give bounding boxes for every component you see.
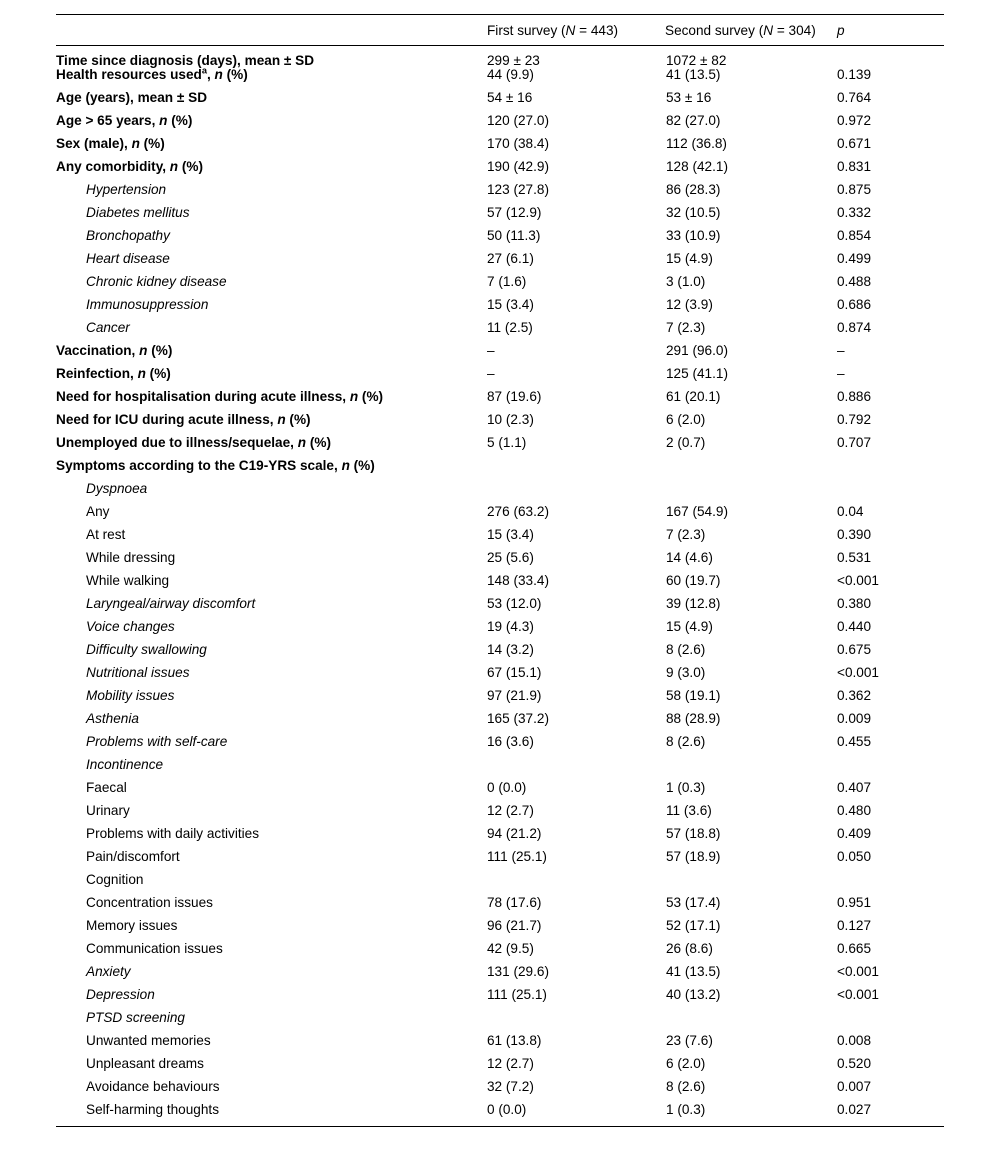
row-value-pvalue: 0.488	[837, 274, 872, 290]
row-value-first-survey	[487, 482, 665, 505]
row-label: Age (years), mean ± SD	[56, 90, 208, 106]
row-label: Bronchopathy	[86, 228, 170, 244]
row-value-first-survey	[487, 459, 665, 482]
row-value-pvalue: 0.499	[837, 251, 872, 267]
row-value-second-survey: 8 (2.6)	[666, 734, 706, 750]
table-row	[56, 689, 944, 712]
row-value-first-survey: 15 (3.4)	[487, 527, 534, 543]
row-value-second-survey: 15 (4.9)	[666, 619, 713, 635]
row-value-first-survey: 16 (3.6)	[487, 734, 534, 750]
row-value-first-survey: 67 (15.1)	[487, 665, 542, 681]
row-label: Communication issues	[86, 941, 223, 957]
table-row	[56, 712, 944, 735]
label-italic-n: n	[277, 412, 286, 428]
row-value-first-survey: 11 (2.5)	[487, 320, 533, 336]
row-value-pvalue: 0.831	[837, 159, 872, 175]
row-label: Nutritional issues	[86, 665, 190, 681]
row-value-pvalue: 0.675	[837, 642, 872, 658]
table-row	[56, 367, 944, 390]
table-row	[56, 781, 944, 804]
row-label: While dressing	[86, 550, 176, 566]
row-label: Need for ICU during acute illness, n (%)	[56, 412, 311, 428]
row-value-pvalue	[837, 45, 944, 68]
row-value-first-survey: 0 (0.0)	[487, 780, 527, 796]
table-row	[56, 1080, 944, 1103]
table-row	[56, 965, 944, 988]
row-value-second-survey: 7 (2.3)	[666, 320, 706, 336]
row-value-first-survey: 87 (19.6)	[487, 389, 542, 405]
row-value-first-survey: 12 (2.7)	[487, 1056, 534, 1072]
row-value-second-survey	[665, 482, 837, 505]
row-label: Anxiety	[86, 964, 131, 980]
row-label: Urinary	[86, 803, 130, 819]
row-label: Concentration issues	[86, 895, 213, 911]
row-value-first-survey: 131 (29.6)	[487, 964, 549, 980]
row-value-second-survey	[665, 758, 837, 781]
row-label: Hypertension	[86, 182, 167, 198]
row-value-pvalue: <0.001	[837, 964, 879, 980]
row-value-first-survey	[487, 758, 665, 781]
row-value-second-survey: 60 (19.7)	[666, 573, 721, 589]
row-value-pvalue	[837, 482, 944, 505]
label-italic-n: n	[131, 136, 140, 152]
table-row	[56, 666, 944, 689]
row-value-pvalue: 0.050	[837, 849, 872, 865]
row-label: Mobility issues	[86, 688, 175, 704]
table-row	[56, 206, 944, 229]
label-italic-n: n	[214, 67, 223, 83]
table-row	[56, 551, 944, 574]
label-italic-n: n	[169, 159, 179, 175]
row-value-first-survey: 44 (9.9)	[487, 67, 534, 83]
row-label: Any	[86, 504, 110, 520]
row-value-first-survey: 111 (25.1)	[487, 987, 547, 1003]
row-value-second-survey: 33 (10.9)	[666, 228, 721, 244]
table-row	[56, 1103, 944, 1126]
table-row	[56, 275, 944, 298]
row-value-pvalue: 0.007	[837, 1079, 872, 1095]
row-value-second-survey: 61 (20.1)	[666, 389, 721, 405]
table-row	[56, 850, 944, 873]
row-value-pvalue	[837, 459, 944, 482]
row-value-first-survey: 148 (33.4)	[487, 573, 549, 589]
row-value-pvalue: 0.874	[837, 320, 872, 336]
row-label: Health resources used$^a$, n (%)	[56, 65, 248, 83]
table-row	[56, 114, 944, 137]
table-row	[56, 1034, 944, 1057]
row-value-second-survey: 23 (7.6)	[666, 1033, 713, 1049]
row-value-second-survey: 53 ± 16	[666, 90, 712, 106]
row-label: Unpleasant dreams	[86, 1056, 204, 1072]
row-value-pvalue: 0.362	[837, 688, 872, 704]
label-italic-n: n	[349, 389, 359, 405]
row-value-second-survey: 7 (2.3)	[666, 527, 706, 543]
row-label: Asthenia	[86, 711, 139, 727]
row-value-first-survey: 94 (21.2)	[487, 826, 542, 842]
row-value-first-survey: 25 (5.6)	[487, 550, 534, 566]
table-row	[56, 735, 944, 758]
row-value-second-survey: 82 (27.0)	[666, 113, 721, 129]
row-value-first-survey: 7 (1.6)	[487, 274, 527, 290]
header-italic-n: N	[565, 23, 576, 38]
row-value-second-survey: 41 (13.5)	[666, 964, 721, 980]
row-label: Need for hospitalisation during acute illness, n (%)	[56, 389, 384, 405]
row-value-second-survey: 32 (10.5)	[666, 205, 721, 221]
column-header-pvalue	[837, 15, 944, 45]
row-label: Avoidance behaviours	[86, 1079, 220, 1095]
column-header-second-survey	[665, 15, 837, 45]
row-label: Problems with self-care	[86, 734, 228, 750]
row-value-second-survey: 6 (2.0)	[666, 1056, 706, 1072]
row-label: Cognition	[86, 872, 144, 888]
row-value-second-survey: 6 (2.0)	[666, 412, 706, 428]
row-value-first-survey	[487, 1011, 665, 1034]
table-row	[56, 620, 944, 643]
row-value-pvalue: 0.886	[837, 389, 872, 405]
row-value-second-survey: 26 (8.6)	[666, 941, 713, 957]
row-value-first-survey: –	[487, 343, 495, 359]
row-value-pvalue	[837, 758, 944, 781]
label-italic-n: n	[341, 458, 350, 474]
label-italic-n: n	[159, 113, 168, 129]
row-label: Laryngeal/airway discomfort	[86, 596, 256, 612]
table-row	[56, 505, 944, 528]
row-value-pvalue: 0.008	[837, 1033, 872, 1049]
table-row	[56, 390, 944, 413]
table-row	[56, 1011, 944, 1034]
row-value-second-survey: 291 (96.0)	[666, 343, 728, 359]
row-label: Symptoms according to the C19-YRS scale, n (%)	[56, 458, 375, 474]
label-italic-n: n	[297, 435, 307, 451]
table-row	[56, 160, 944, 183]
table-row	[56, 942, 944, 965]
row-value-second-survey: 52 (17.1)	[666, 918, 721, 934]
row-value-first-survey: 276 (63.2)	[487, 504, 549, 520]
table-row	[56, 919, 944, 942]
row-value-pvalue: 0.875	[837, 182, 872, 198]
table-row	[56, 873, 944, 896]
row-value-pvalue: 0.127	[837, 918, 872, 934]
row-value-pvalue: 0.854	[837, 228, 872, 244]
row-label: Heart disease	[86, 251, 170, 267]
row-value-second-survey: 12 (3.9)	[666, 297, 713, 313]
row-value-pvalue: 0.792	[837, 412, 872, 428]
table-row	[56, 827, 944, 850]
row-value-pvalue: 0.009	[837, 711, 872, 727]
row-value-first-survey: 96 (21.7)	[487, 918, 542, 934]
row-value-pvalue: 0.04	[837, 504, 864, 520]
table-row	[56, 758, 944, 781]
row-value-second-survey: 1072 ± 82	[666, 52, 727, 68]
row-value-first-survey: 0 (0.0)	[487, 1103, 665, 1126]
row-value-second-survey: 2 (0.7)	[666, 435, 706, 451]
row-value-second-survey: 88 (28.9)	[666, 711, 721, 727]
header-italic-n: N	[763, 23, 774, 38]
table-row	[56, 528, 944, 551]
row-value-pvalue: <0.001	[837, 987, 879, 1003]
row-label: Diabetes mellitus	[86, 205, 190, 221]
row-value-first-survey: 15 (3.4)	[487, 297, 534, 313]
row-value-first-survey: 54 ± 16	[487, 90, 533, 106]
table-row	[56, 436, 944, 459]
row-value-pvalue: 0.027	[837, 1103, 944, 1126]
row-value-first-survey: –	[487, 366, 495, 382]
row-value-second-survey: 11 (3.6)	[666, 803, 712, 819]
characteristics-table	[56, 14, 944, 1127]
row-value-first-survey: 57 (12.9)	[487, 205, 542, 221]
row-value-pvalue: 0.390	[837, 527, 872, 543]
row-value-second-survey: 125 (41.1)	[666, 366, 728, 382]
row-value-first-survey: 120 (27.0)	[487, 113, 549, 129]
row-value-first-survey: 42 (9.5)	[487, 941, 534, 957]
row-value-second-survey	[665, 873, 837, 896]
row-value-second-survey: 167 (54.9)	[666, 504, 728, 520]
row-label: PTSD screening	[86, 1010, 185, 1026]
row-value-pvalue: 0.531	[837, 550, 872, 566]
table-row	[56, 804, 944, 827]
row-value-pvalue: 0.707	[837, 435, 872, 451]
row-value-pvalue: 0.409	[837, 826, 872, 842]
row-label: Problems with daily activities	[86, 826, 260, 842]
table-row	[56, 413, 944, 436]
row-value-first-survey: 170 (38.4)	[487, 136, 549, 152]
row-label: Reinfection, n (%)	[56, 366, 171, 382]
row-value-second-survey: 1 (0.3)	[666, 780, 706, 796]
table-row	[56, 183, 944, 206]
row-value-pvalue: 0.332	[837, 205, 872, 221]
row-value-pvalue: 0.686	[837, 297, 872, 313]
table-row	[56, 988, 944, 1011]
row-label: Difficulty swallowing	[86, 642, 207, 658]
row-label: Unwanted memories	[86, 1033, 211, 1049]
row-value-first-survey: 299 ± 23	[487, 52, 540, 68]
table-header-row	[56, 15, 944, 45]
row-value-first-survey: 61 (13.8)	[487, 1033, 542, 1049]
table-row	[56, 252, 944, 275]
row-value-pvalue: 0.380	[837, 596, 872, 612]
row-value-pvalue: 0.671	[837, 136, 872, 152]
row-value-pvalue: 0.972	[837, 113, 872, 129]
row-label: Depression	[86, 987, 155, 1003]
table-row	[56, 643, 944, 666]
header-pvalue-text: p	[837, 23, 845, 38]
row-value-pvalue: 0.455	[837, 734, 872, 750]
row-value-second-survey: 3 (1.0)	[666, 274, 706, 290]
row-label: Pain/discomfort	[86, 849, 180, 865]
row-value-pvalue: 0.764	[837, 90, 872, 106]
footnote-marker: a	[201, 65, 207, 76]
table-row	[56, 896, 944, 919]
table-row	[56, 459, 944, 482]
row-value-second-survey: 9 (3.0)	[666, 665, 706, 681]
table-row	[56, 68, 944, 91]
row-value-second-survey: 128 (42.1)	[666, 159, 728, 175]
row-value-first-survey: 50 (11.3)	[487, 228, 541, 244]
row-value-second-survey: 14 (4.6)	[666, 550, 713, 566]
row-label: Immunosuppression	[86, 297, 209, 313]
row-value-first-survey: 78 (17.6)	[487, 895, 542, 911]
header-first-survey-text: First survey (N = 443)	[487, 23, 619, 38]
row-value-pvalue	[837, 873, 944, 896]
row-label: Dyspnoea	[86, 481, 148, 497]
row-value-first-survey: 190 (42.9)	[487, 159, 549, 175]
row-value-pvalue: 0.520	[837, 1056, 872, 1072]
row-value-pvalue: –	[837, 366, 845, 382]
table-row	[56, 482, 944, 505]
row-value-second-survey: 15 (4.9)	[666, 251, 713, 267]
row-label: While walking	[86, 573, 170, 589]
row-value-second-survey: 8 (2.6)	[666, 1079, 706, 1095]
table-row	[56, 137, 944, 160]
row-label: Age > 65 years, n (%)	[56, 113, 193, 129]
row-label: At rest	[86, 527, 126, 543]
table-row	[56, 344, 944, 367]
row-value-first-survey: 12 (2.7)	[487, 803, 534, 819]
header-second-survey-text: Second survey (N = 304)	[665, 23, 816, 38]
row-value-first-survey: 165 (37.2)	[487, 711, 549, 727]
label-italic-n: n	[137, 366, 146, 382]
row-value-pvalue: <0.001	[837, 573, 879, 589]
row-value-first-survey: 53 (12.0)	[487, 596, 542, 612]
row-value-second-survey	[665, 1011, 837, 1034]
table-row	[56, 45, 944, 68]
row-value-first-survey: 123 (27.8)	[487, 182, 549, 198]
row-label: Time since diagnosis (days), mean ± SD	[56, 52, 315, 68]
table-row	[56, 597, 944, 620]
row-value-second-survey: 112 (36.8)	[666, 136, 727, 152]
row-value-second-survey: 39 (12.8)	[666, 596, 721, 612]
row-value-first-survey: 32 (7.2)	[487, 1079, 534, 1095]
row-value-first-survey	[487, 873, 665, 896]
row-label: Incontinence	[86, 757, 164, 773]
row-value-second-survey: 1 (0.3)	[665, 1103, 837, 1126]
table-body	[56, 45, 944, 1126]
row-value-pvalue: 0.407	[837, 780, 872, 796]
row-label: Self-harming thoughts	[56, 1103, 487, 1126]
table-container	[56, 14, 944, 1127]
table-row	[56, 1057, 944, 1080]
column-header-first-survey	[487, 15, 665, 45]
row-value-second-survey: 57 (18.9)	[666, 849, 721, 865]
row-label: Faecal	[86, 780, 127, 796]
row-label: Vaccination, n (%)	[56, 343, 173, 359]
row-value-second-survey: 8 (2.6)	[666, 642, 706, 658]
row-value-pvalue: 0.665	[837, 941, 872, 957]
row-value-first-survey: 10 (2.3)	[487, 412, 534, 428]
row-label: Unemployed due to illness/sequelae, n (%)	[56, 435, 331, 451]
row-value-second-survey: 53 (17.4)	[666, 895, 721, 911]
row-value-first-survey: 111 (25.1)	[487, 849, 547, 865]
table-row	[56, 321, 944, 344]
table-row	[56, 91, 944, 114]
table-row	[56, 229, 944, 252]
row-value-first-survey: 5 (1.1)	[487, 435, 527, 451]
row-label: Memory issues	[86, 918, 178, 934]
row-value-second-survey: 86 (28.3)	[666, 182, 721, 198]
row-value-pvalue: –	[837, 343, 845, 359]
row-label: Voice changes	[86, 619, 175, 635]
row-label: Chronic kidney disease	[86, 274, 227, 290]
row-value-first-survey: 14 (3.2)	[487, 642, 534, 658]
row-value-pvalue: 0.951	[837, 895, 872, 911]
row-value-first-survey: 27 (6.1)	[487, 251, 534, 267]
row-value-first-survey: 19 (4.3)	[487, 619, 534, 635]
row-value-second-survey: 57 (18.8)	[666, 826, 721, 842]
row-value-pvalue	[837, 1011, 944, 1034]
row-value-second-survey: 41 (13.5)	[666, 67, 721, 83]
row-value-first-survey: 97 (21.9)	[487, 688, 542, 704]
row-value-second-survey: 40 (13.2)	[666, 987, 721, 1003]
row-value-second-survey	[665, 459, 837, 482]
row-value-second-survey: 58 (19.1)	[666, 688, 721, 704]
table-row	[56, 298, 944, 321]
row-label: Any comorbidity, n (%)	[56, 159, 204, 175]
row-value-pvalue: 0.440	[837, 619, 872, 635]
row-value-pvalue: 0.480	[837, 803, 872, 819]
row-value-pvalue: <0.001	[837, 665, 879, 681]
table-row	[56, 574, 944, 597]
label-italic-n: n	[139, 343, 148, 359]
table-head	[56, 15, 944, 46]
row-label: Sex (male), n (%)	[56, 136, 165, 152]
column-header-label	[56, 15, 487, 45]
row-label: Cancer	[86, 320, 130, 336]
row-value-pvalue: 0.139	[837, 67, 872, 83]
